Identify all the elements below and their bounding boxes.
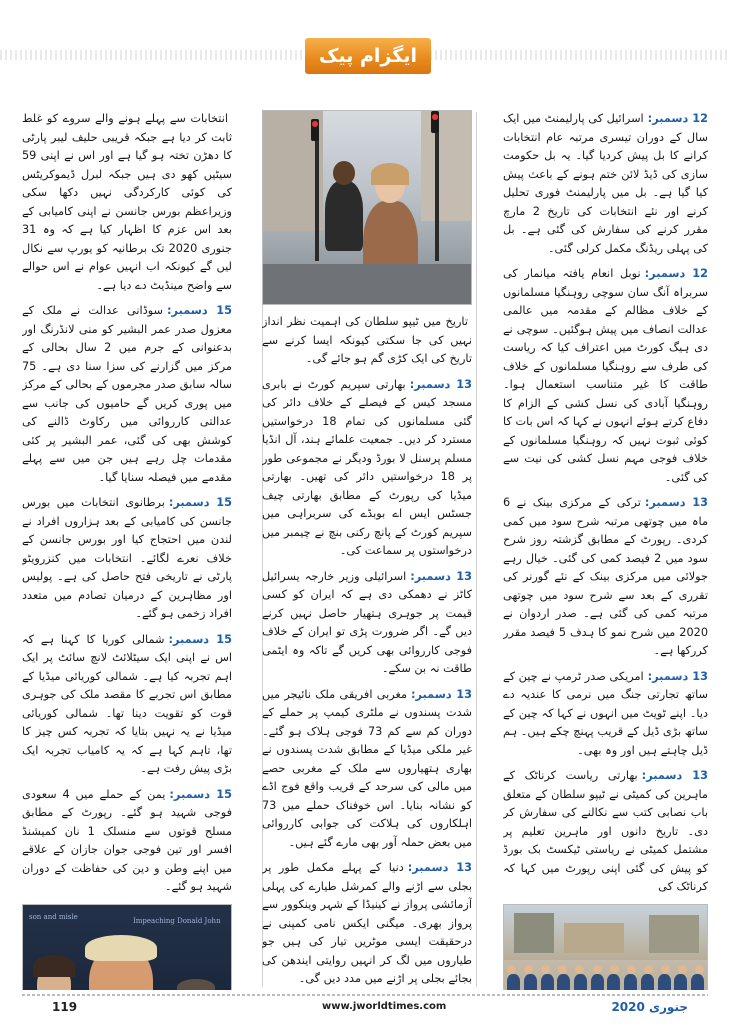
crowd-photo (503, 904, 708, 991)
entry-text: بھارتی ریاست کرناٹک کے ماہرین کی کمیٹی نے ٹیپو سلطان کے متعلق باب نصابی کتب سے نکالنے کی سفارش کر دی۔ تاریخ دانوں اور ماہرین تعلیم پر مشتمل کمیٹی نے ریاستی ٹیکسٹ بک بورڈ کو پیش کی گئی اپنی رپورٹ میں کہا کہ کرناٹک کی (503, 769, 708, 893)
entry-text: ترکی کے مرکزی بینک نے 6 ماہ میں چوتھی مرتبہ شرح سود میں کمی کردی۔ رپورٹ کے مطابق گزشتہ روز شرح سود میں 2 فیصد کمی کی گئی۔ خیال رہے جولائی میں مرکزی بینک کے نئے گورنر کی تقرری کے بعد سے شرح سود میں چوتھی مرتبہ کمی کی گئی ہے۔ صدر اردوان نے 2020 میں شرح نمو کا ہدف 5 فیصد مقرر کررکھا ہے۔ (503, 496, 708, 657)
entry-date: 12 دسمبر: (644, 267, 708, 280)
entry-date: 13 دسمبر: (411, 687, 472, 701)
news-entry (262, 376, 472, 561)
section-title: ایگزام پیک (319, 45, 417, 67)
website-url[interactable]: www.jworldtimes.com (322, 1001, 447, 1012)
news-entry (22, 302, 232, 487)
entry-date: 13 دسمبر: (647, 669, 708, 683)
entry-text: نوبل انعام یافتہ میانمار کی سربراہ آنگ سان سوچی روہنگیا مسلمانوں کے خلاف مظالم کے مقدمہ میں عالمی عدالت انصاف میں پیش ہوگئیں۔ سوچی نے دی ہیگ کورٹ میں اعتراف کیا کہ ریاست کی طرف سے روہنگیا مسلمانوں کے خلاف طاقت کا غیر متناسب استعمال ہوا۔ روہنگیا آبادی کی نسل کشی کے الزام کا دفاع کرتے ہوئے انہوں نے کہا کہ اس بات کا کوئی ثبوت نہیں کہ روہنگیا مسلمانوں کے خلاف فوجی مہم نسل کشی کی نیت سے کی گئی۔ (503, 267, 708, 484)
column-right (503, 110, 708, 990)
entry-text: اسرائیل کی پارلیمنٹ میں ایک سال کے دوران تیسری مرتبہ عام انتخابات کرانے کا بل پیش کردیا گیا۔ یہ بل حکومت سازی کی ڈیڈ لائن ختم ہونے کے باعث پیش کیا گیا ہے۔ بل میں پارلیمنٹ فوری تحلیل کرنے اور نئے انتخابات کی تاریخ 2 مارچ مقرر کرنے کی سفارش کی گئی ہے۔ بل کی پہلی ریڈنگ مکمل کرلی گئی۔ (503, 112, 708, 255)
article-columns (22, 110, 708, 990)
entry-text: شمالی کوریا کا کہنا ہے کہ اس نے اپنی ایک سیٹلائٹ لانچ سائٹ پر ایک اہم تجربہ کیا ہے۔ شمالی کوریائی میڈیا کے مطابق اس تجربے کا مقصد ملک کی جوہری قوت کو تقویت دینا تھا۔ شمالی کوریائی میڈیا نے یہ نہیں بتایا کہ تجربہ کس چیز کا تھا، تاہم کہا ہے کہ یہ کامیاب تجربہ ایک بڑی پیش رفت ہے۔ (22, 632, 232, 775)
entry-text: برطانوی انتخابات میں بورس جانسن کی کامیابی کے بعد ہزاروں افراد نے لندن میں احتجاج کیا اور بورس جانسن کے خلاف نعرے لگائے۔ انتخابات میں کنزرویٹو پارٹی نے تاریخی فتح حاصل کی ہے۔ پولیس اور مظاہرین کے درمیان تصادم میں متعدد افراد زخمی ہو گئے۔ (22, 496, 232, 620)
entry-text: یمن کے حملے میں 4 سعودی فوجی شہید ہو گئے۔ رپورٹ کے مطابق مسلح قوتوں سے منسلک 1 نان کمیشنڈ افسر اور تین فوجی جوان جازان کے علاقے میں اپنے وطن و دین کی حفاظت کے دوران شہید ہو گئے۔ (22, 787, 232, 893)
street-photo (262, 110, 472, 305)
section-banner (305, 38, 431, 74)
news-entry (503, 668, 708, 761)
news-entry (262, 686, 472, 853)
page-number: 119 (52, 1000, 78, 1014)
news-entry (262, 568, 472, 679)
entry-date: 15 دسمبر: (168, 632, 232, 646)
politicians-photo (22, 904, 232, 991)
entry-text: امریکی صدر ٹرمپ نے چین کے ساتھ تجارتی جنگ میں نرمی کا عندیہ دے دیا۔ اپنے ٹویٹ میں انہوں نے کہا کہ چین کے ساتھ بڑی ڈیل کے قریب پہنچ چکے ہیں۔ ہم ڈیل چاہتے ہیں اور وہ بھی۔ (503, 669, 708, 757)
news-entry (503, 265, 708, 487)
entry-date: 13 دسمبر: (641, 769, 708, 782)
news-entry (503, 494, 708, 661)
page-footer (22, 1000, 708, 1016)
news-entry (22, 631, 232, 779)
photo-caption: son and misle (29, 912, 78, 921)
entry-text: اسرائیلی وزیر خارجہ یسرائیل کاٹز نے دھمکی دی ہے کہ ایران کو کسی قیمت پر جوہری ہتھیار حاصل نہیں کرنے دیں گے۔ اگر ضرورت پڑی تو ایران کے خلاف فوجی کارروائی بھی کریں گے تاکہ وہ ایٹمی طاقت نہ بن سکے۔ (262, 569, 472, 675)
news-entry (503, 767, 708, 897)
entry-text: بھارتی سپریم کورٹ نے بابری مسجد کیس کے فیصلے کے خلاف دائر کی گئی مسلمانوں کی تمام 18 درخواستیں مسترد کر دیں۔ جمعیت علمائے ہند، آل انڈیا مسلم پرسنل لا بورڈ ودیگر نے مجموعی طور پر 18 درخواستیں دائر کی تھیں۔ بھارتی میڈیا کی رپورٹ کے مطابق بھارتی چیف جسٹس ایس اے بوبڈے کی سربراہی میں سپریم کورٹ کے پانچ رکنی بنچ نے چیمبر میں درخواستوں پر سماعت کی۔ (262, 377, 472, 557)
issue-date: جنوری 2020 (611, 1000, 688, 1014)
entry-date: 15 دسمبر: (168, 496, 232, 509)
entry-date: 13 دسمبر: (644, 496, 708, 509)
news-entry (22, 786, 232, 897)
column-middle (262, 110, 472, 990)
footer-divider (22, 994, 708, 996)
news-entry (262, 313, 472, 369)
entry-date: 15 دسمبر: (167, 304, 232, 317)
column-left (22, 110, 232, 990)
entry-date: 13 دسمبر: (407, 861, 472, 874)
news-entry (22, 494, 232, 624)
entry-date: 12 دسمبر: (647, 112, 708, 125)
news-entry (262, 859, 472, 989)
entry-date: 13 دسمبر: (410, 569, 472, 583)
entry-date: 15 دسمبر: (169, 787, 232, 801)
entry-text: انتخابات سے پہلے ہونے والے سروے کو غلط ثابت کر دیا ہے جبکہ قریبی حلیف لیبر پارٹی کا دھڑن تختہ ہو گیا ہے اور اس نے اپنی 59 سیٹیں کھو دی ہیں جبکہ لبرل ڈیموکریٹس کی کوئی کارکردگی نہیں دکھا سکی وزیراعظم بورس جانسن نے اپنی کامیابی کے بعد اس عزم کا اظہار کیا ہے کہ وہ 31 جنوری 2020 تک برطانیہ کو یورپ سے نکال لیں گے کیونکہ اب انہیں عوام نے اس حوالے سے واضح مینڈیٹ دے دیا ہے۔ (22, 112, 232, 292)
news-entry (503, 110, 708, 258)
photo-caption: Impeaching Donald John (133, 916, 221, 925)
entry-text: دنیا کے پہلے مکمل طور پر بجلی سے اڑنے والے کمرشل طیارے کی پہلی آزمائشی پرواز نے کینیڈا کے شہر وینکوور سے پرواز بھری۔ میگنی ایکس نامی کمپنی نے درحقیقت ایسی موٹریں تیار کی ہیں جو طیاروں میں لگ کر انہیں روایتی ایندھن کی بجائے بجلی پر اڑنے میں مدد دیں گی۔ (262, 861, 472, 985)
news-entry (22, 110, 232, 295)
entry-text: تاریخ میں ٹیپو سلطان کی اہمیت نظر انداز نہیں کی جا سکتی کیونکہ ایسا کرنے سے تاریخ کی ایک کڑی گم ہو جائے گی۔ (262, 315, 472, 365)
entry-text: سوڈانی عدالت نے ملک کے معزول صدر عمر البشیر کو منی لانڈرنگ اور بدعنوانی کے جرم میں 2 سال بحالی کے مرکز میں گزارنے کی سزا سنا دی ہے۔ 75 سالہ سابق صدر مجرموں کے بحالی کے مرکز میں پوری کریں گے حامیوں کی جانب سے عدالتی کارروائی میں رکاوٹ ڈالنے کی کوشش بھی کی گئی، عمر البشیر پر کئی مقدمات چل رہے ہیں جن میں سے پہلے مقدمے میں فیصلہ سنایا گیا۔ (22, 304, 232, 484)
entry-text: مغربی افریقی ملک نائیجر میں شدت پسندوں نے ملٹری کیمپ پر حملے کے دوران کم سے کم 73 فوجی ہلاک ہو گئے۔ غیر ملکی میڈیا کے مطابق شدت پسندوں نے بھاری ہتھیاروں سے ملک کے مغربی حصے میں مالی کی سرحد کے قریب واقع فوج اڈے کو نشانہ بنایا۔ اس خوفناک حملے میں 73 اہلکاروں کی ہلاکت کی جوابی کارروائی میں بعض حملہ آور بھی مارے گئے ہیں۔ (262, 687, 472, 849)
entry-date: 13 دسمبر: (409, 377, 472, 391)
